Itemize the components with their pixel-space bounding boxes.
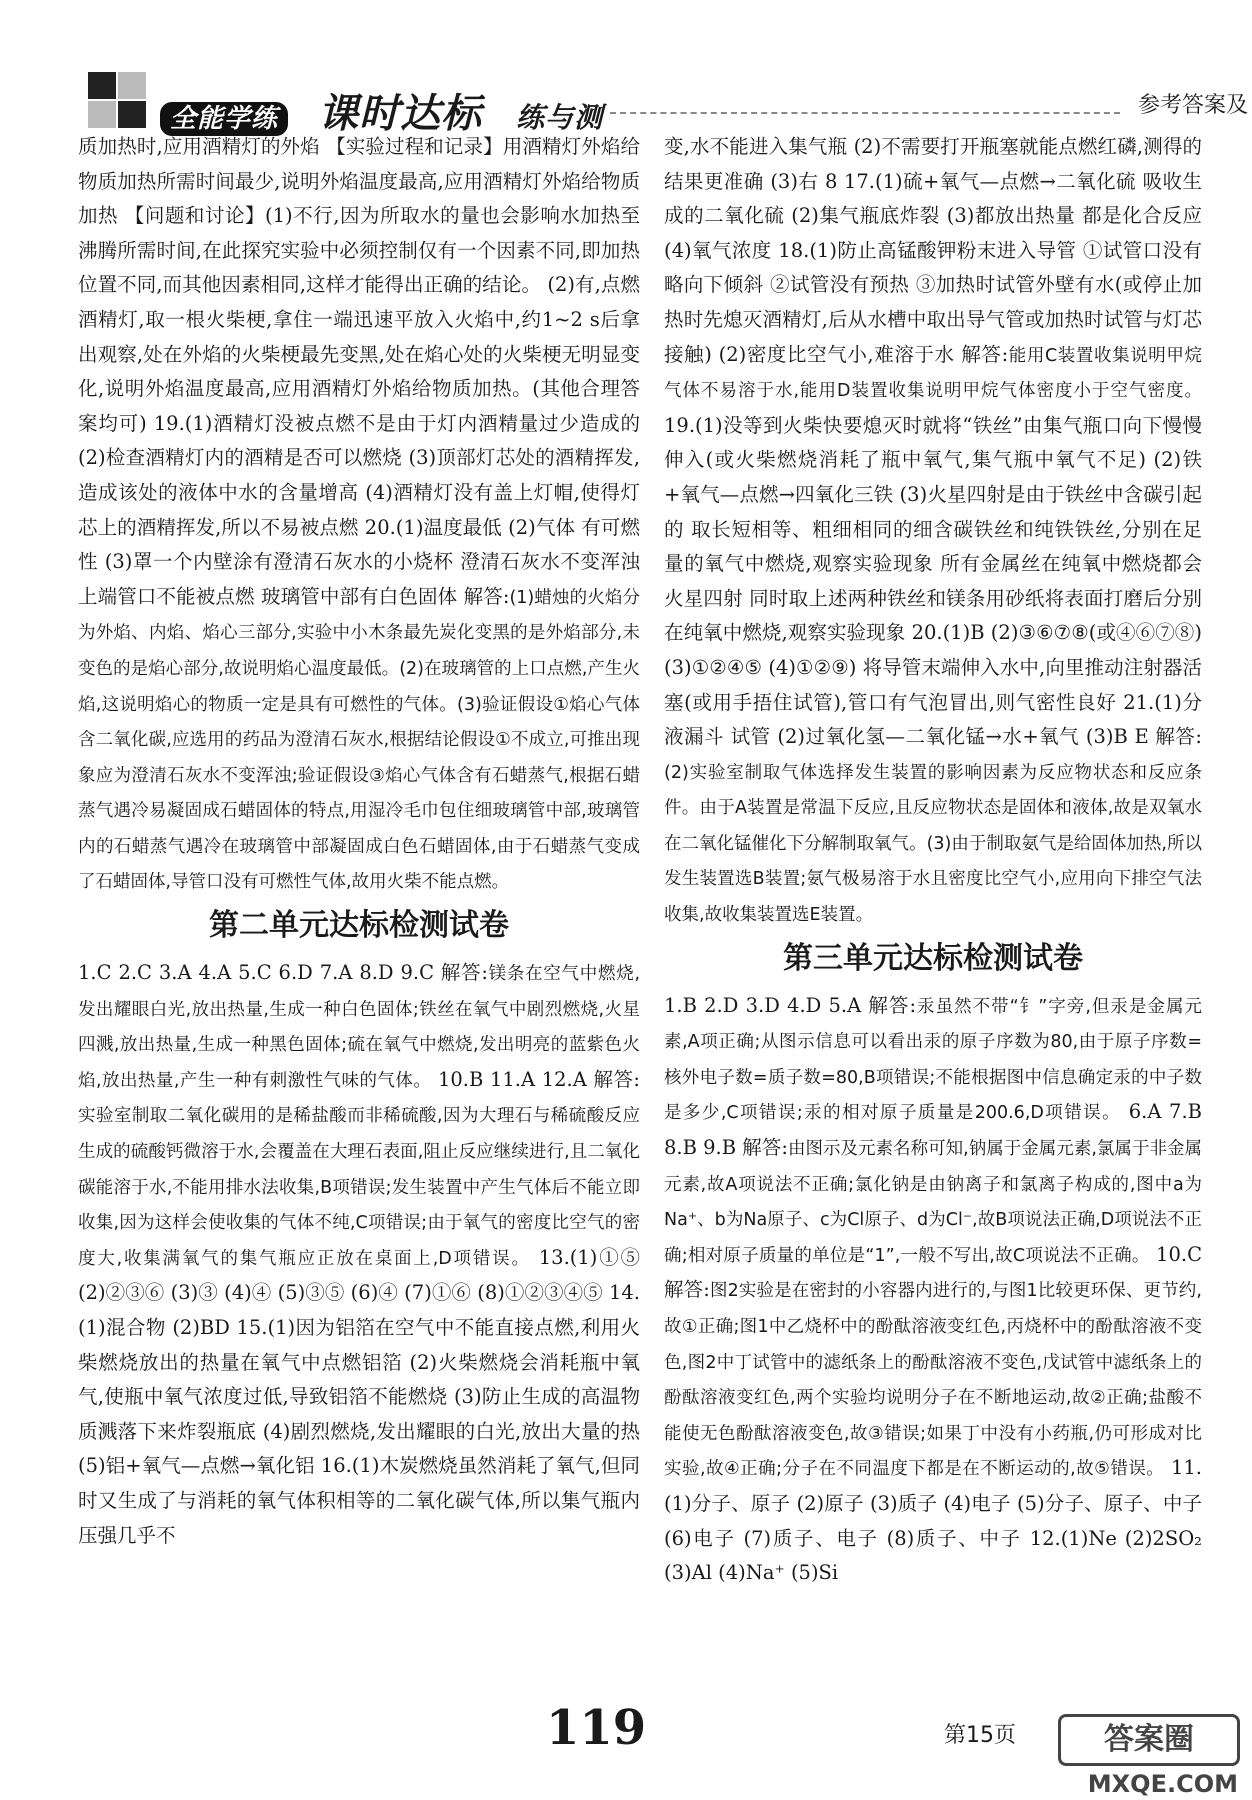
brand-title: 课时达标 <box>318 91 483 137</box>
section-title-unit2: 第二单元达标检测试卷 <box>209 908 509 944</box>
page-header <box>0 0 1252 137</box>
brand-tag: 全能学练 <box>160 102 288 136</box>
left-column <box>78 130 640 1553</box>
right-column <box>664 130 1202 1591</box>
answer-paragraph: 1.C 2.C 3.A 4.A 5.C 6.D 7.A 8.D 9.C 解答:镁条在空气中燃烧,发出耀眼白光,放出热量,生成一种白色固体;铁丝在氧气中剧烈燃烧,火星四溅,放出热量,生成一种黑色固体;硫在氧气中燃烧,发出明亮的蓝紫色火焰,放出热量,产生一种有刺激性气味的气体。 10.B 11.A 12.A 解答:实验室制取二氧化碳用的是稀盐酸而非稀硫酸,因为大理石与稀硫酸反应生成的硫酸钙微溶于水,会覆盖在大理石表面,阻止反应继续进行,且二氧化碳能溶于水,不能用排水法收集,B项错误;发生装置中产生气体后不能立即收集,因为这样会使收集的气体不纯,C项错误;由于氧气的密度比空气的密度大,收集满氧气的集气瓶应正放在桌面上,D项错误。 13.(1)①⑤ (2)②③⑥ (3)③ (4)④ (5)③⑤ (6)④ (7)①⑥ (8)①②③④⑤ 14.(1)混合物 (2)BD 15.(1)因为铝箔在空气中不能直接点燃,利用火柴燃烧放出的热量在氧气中点燃铝箔 (2)火柴燃烧会消耗瓶中氧气,使瓶中氧气浓度过低,导致铝箔不能燃烧 (3)防止生成的高温物质溅落下来炸裂瓶底 (4)剧烈燃烧,发出耀眼的白光,放出大量的热 (5)铝+氧气—点燃→氧化铝 16.(1)木炭燃烧虽然消耗了氧气,但同时又生成了与消耗的氧气体积相等的二氧化碳气体,所以集气瓶内压强几乎不 <box>78 961 641 1547</box>
logo-icon <box>88 72 148 130</box>
header-section-label: 参考答案及 <box>1137 93 1248 118</box>
page-footer <box>0 1700 1252 1800</box>
answer-paragraph: 1.B 2.D 3.D 4.D 5.A 解答:汞虽然不带“钅”字旁,但汞是金属元素,A项正确;从图示信息可以看出汞的原子序数为80,由于原子序数=核外电子数=质子数=80,B项错误;不能根据图中信息确定汞的中子数是多少,C项错误;汞的相对原子质量是200.6,D项错误。 6.A 7.B 8.B 9.B 解答:由图示及元素名称可知,钠属于金属元素,氯属于非金属元素,故A项说法不正确;氯化钠是由钠离子和氯离子构成的,图中a为Na⁺、b为Na原子、c为Cl原子、d为Cl⁻,故B项说法正确,D项说法不正确;相对原子质量的单位是“1”,一般不写出,故C项说法不正确。 10.C 解答:图2实验是在密封的小容器内进行的,与图1比较更环保、更节约,故①正确;图1中乙烧杯中的酚酞溶液变红色,丙烧杯中的酚酞溶液不变色,图2中丁试管中的滤纸条上的酚酞溶液不变色,戊试管中滤纸条上的酚酞溶液变红色,两个实验均说明分子在不断地运动,故②正确;盐酸不能使无色酚酞溶液变色,故③错误;如果丁中没有小药瓶,仍可形成对比实验,故④正确;分子在不同温度下都是在不断运动的,故⑤错误。 11.(1)分子、原子 (2)原子 (3)质子 (4)电子 (5)分子、原子、中子 (6)电子 (7)质子、电子 (8)质子、中子 12.(1)Ne (2)2SO₂ (3)Al (4)Na⁺ (5)Si <box>664 993 1203 1585</box>
page-number: 119 <box>546 1700 647 1756</box>
watermark-logo: 答案圈 <box>1058 1714 1240 1766</box>
brand-subtitle: 练与测 <box>516 101 604 134</box>
answer-paragraph: 变,水不能进入集气瓶 (2)不需要打开瓶塞就能点燃红磷,测得的结果更准确 (3)右 8 17.(1)硫+氧气—点燃→二氧化硫 吸收生成的二氧化硫 (2)集气瓶底炸裂 (3)都放出热量 都是化合反应 (4)氧气浓度 18.(1)防止高锰酸钾粉末进入导管 ①试管口没有略向下倾斜 ②试管没有预热 ③加热时试管外壁有水(或停止加热时先熄灭酒精灯,后从水槽中取出导气管或加热时试管与灯芯接触) (2)密度比空气小,难溶于水 解答:能用C装置收集说明甲烷气体不易溶于水,能用D装置收集说明甲烷气体密度小于空气密度。 19.(1)没等到火柴快要熄灭时就将“铁丝”由集气瓶口向下慢慢伸入(或火柴燃烧消耗了瓶中氧气,集气瓶中氧气不足) (2)铁+氧气—点燃→四氧化三铁 (3)火星四射是由于铁丝中含碳引起的 取长短相等、粗细相同的细含碳铁丝和纯铁铁丝,分别在足量的氧气中燃烧,观察实验现象 所有金属丝在纯氧中燃烧都会火星四射 同时取上述两种铁丝和镁条用砂纸将表面打磨后分别在纯氧中燃烧,观察实验现象 20.(1)B (2)③⑥⑦⑧(或④⑥⑦⑧) (3)①②④⑤ (4)①②⑨) 将导管末端伸入水中,向里推动注射器活塞(或用手捂住试管),管口有气泡冒出,则气密性良好 21.(1)分液漏斗 试管 (2)过氧化氢—二氧化锰→水+氧气 (3)B E 解答:(2)实验室制取气体选择发生装置的影响因素为反应物状态和反应条件。由于A装置是常温下反应,且反应物状态是固体和液体,故是双氧水在二氧化锰催化下分解制取氧气。(3)由于制取氨气是给固体加热,所以发生装置选B装置;氨气极易溶于水且密度比空气小,应用向下排空气法收集,故收集装置选E装置。 <box>664 135 1202 926</box>
answer-paragraph: 质加热时,应用酒精灯的外焰 【实验过程和记录】用酒精灯外焰给物质加热所需时间最少,说明外焰温度最高,应用酒精灯外焰给物质加热 【问题和讨论】(1)不行,因为所取水的量也会影响水加热至沸腾所需时间,在此探究实验中必须控制仅有一个因素不同,即加热位置不同,而其他因素相同,这样才能得出正确的结论。 (2)有,点燃酒精灯,取一根火柴梗,拿住一端迅速平放入火焰中,约1~2 s后拿出观察,处在外焰的火柴梗最先变黑,处在焰心处的火柴梗无明显变化,说明外焰温度最高,应用酒精灯外焰给物质加热。(其他合理答案均可) 19.(1)酒精灯没被点燃不是由于灯内酒精量过少造成的 (2)检查酒精灯内的酒精是否可以燃烧 (3)顶部灯芯处的酒精挥发,造成该处的液体中水的含量增高 (4)酒精灯没有盖上灯帽,使得灯芯上的酒精挥发,所以不易被点燃 20.(1)温度最低 (2)气体 有可燃性 (3)罩一个内壁涂有澄清石灰水的小烧杯 澄清石灰水不变浑浊 上端管口不能被点燃 玻璃管中部有白色固体 解答:(1)蜡烛的火焰分为外焰、内焰、焰心三部分,实验中小木条最先炭化变黑的是外焰部分,未变色的是焰心部分,故说明焰心温度最低。(2)在玻璃管的上口点燃,产生火焰,这说明焰心的物质一定是具有可燃性的气体。(3)验证假设①焰心气体含二氧化碳,应选用的药品为澄清石灰水,根据结论假设①不成立,可推出现象应为澄清石灰水不变浑浊;验证假设③焰心气体含有石蜡蒸气,根据石蜡蒸气遇冷易凝固成石蜡固体的特点,用湿冷毛巾包住细玻璃管中部,玻璃管内的石蜡蒸气遇冷在玻璃管中部凝固成白色石蜡固体,由于石蜡蒸气变成了石蜡固体,导管口没有可燃性气体,故用火柴不能点燃。 <box>78 135 640 893</box>
section-title-unit3: 第三单元达标检测试卷 <box>783 940 1083 976</box>
page-note: 第15页 <box>944 1723 1016 1748</box>
watermark-url: MXQE.COM <box>1087 1770 1238 1798</box>
header-divider <box>610 112 1120 114</box>
